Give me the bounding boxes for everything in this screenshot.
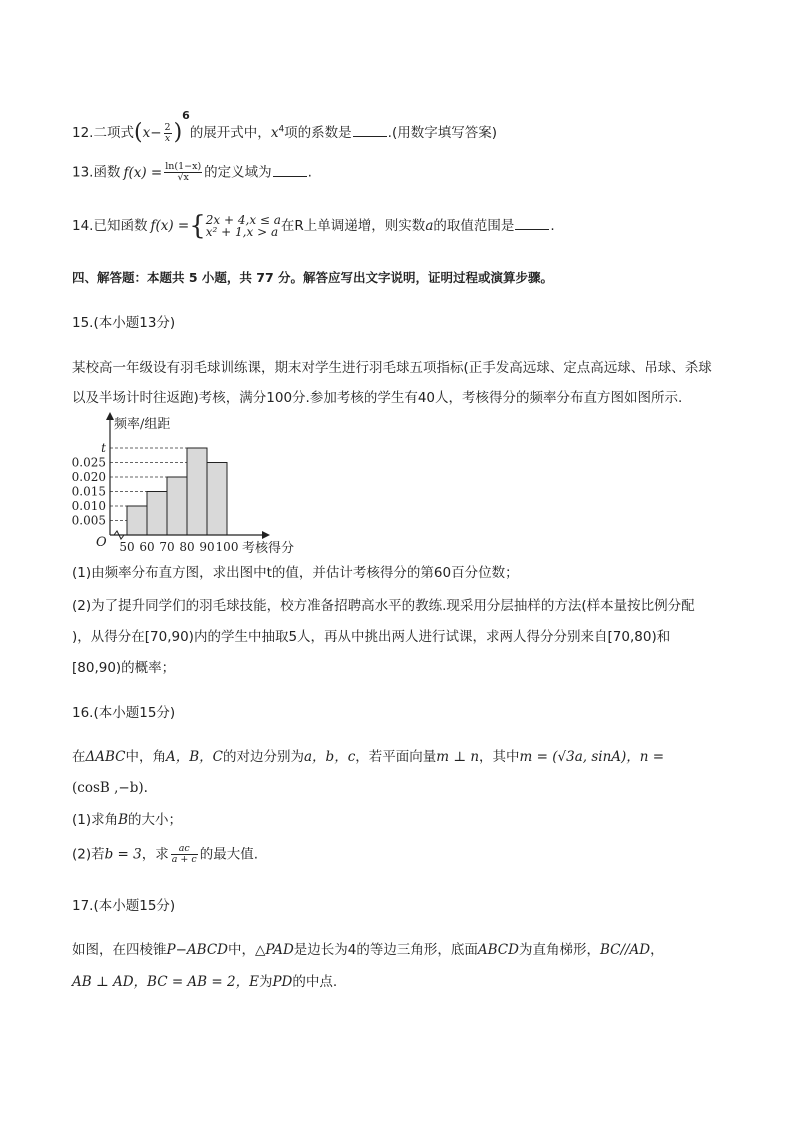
q16-vectors: m = (√3a, sinA)，n = (519, 749, 665, 765)
q16-fraction: $\frac{ac}{a + c}$ (171, 843, 197, 865)
x-tick-90: 90 (199, 540, 215, 554)
question-12: 12.二项式(x− $\frac{2}{x}$ )$^6$的展开式中，$x^4$项的系数是 .(用数字填写答案) (72, 109, 497, 145)
q15-para-1: 某校高一年级设有羽毛球训练课，期末对学生进行羽毛球五项指标(正手发高远球、定点高远球、吊球、杀球 (72, 360, 712, 376)
y-axis-label: 频率/组距 (114, 417, 171, 432)
q13-answer-blank[interactable] (273, 164, 307, 177)
q13-fraction: $\frac{\ln(1-x)}{√x}$ (165, 161, 202, 183)
y-tick-3: 0.020 (71, 470, 106, 484)
q14-answer-blank[interactable] (515, 217, 549, 230)
x-tick-100: 100 (215, 540, 239, 554)
q12-answer-blank[interactable] (353, 124, 387, 137)
q12-number: 12. (72, 125, 94, 141)
q16-vector-relation: m ⊥ n (436, 749, 480, 765)
question-13: 13.函数 f(x) = $\frac{\ln(1-x)}{√x}$ 的定义域为 . (72, 161, 312, 183)
bar-90 (207, 463, 227, 536)
q17-header: 17.(本小题15分) (72, 898, 176, 914)
y-tick-4: 0.025 (71, 455, 106, 470)
bar-70 (167, 477, 187, 535)
x-axis-arrow (262, 531, 270, 539)
q15-header: 15.(本小题13分) (72, 315, 176, 331)
origin-label: O (96, 535, 107, 550)
bar-60 (147, 492, 167, 536)
q17-line-1: 如图，在四棱锥P−ABCD中，△PAD是边长为4的等边三角形，底面ABCD为直角梯形，BC//AD， (72, 942, 664, 958)
q15-part-1: (1)由频率分布直方图，求出图中t的值，并估计考核得分的第60百分位数； (72, 565, 519, 581)
q15-part-2-c: [80,90)的概率； (72, 660, 176, 676)
q17-line-2: AB ⊥ AD，BC = AB = 2，E为PD的中点. (72, 974, 338, 990)
x-tick-50: 50 (119, 540, 135, 554)
q14-function: f(x) = (150, 218, 190, 234)
q15-para-2: 以及半场计时往返跑)考核，满分100分.参加考核的学生有40人，考核得分的频率分布直方图如图所示. (72, 390, 683, 406)
section-4-heading: 四、解答题：本题共 5 小题，共 77 分。解答应写出文字说明，证明过程或演算步骤。 (72, 270, 554, 285)
y-tick-5: t (101, 441, 106, 455)
y-tick-2: 0.015 (71, 484, 106, 499)
bar-50 (127, 506, 147, 535)
x-tick-60: 60 (139, 540, 155, 554)
x-axis-label: 考核得分 (242, 541, 295, 556)
frequency-histogram (66, 410, 306, 560)
question-14: 14.已知函数 f(x) ={ 2x + 4,x ≤ a x² + 1,x > a 在R上单调递增，则实数a的取值范围是 . (72, 211, 555, 241)
q16-line-2: (cosB ,−b). (72, 780, 148, 796)
q14-piecewise: 2x + 4,x ≤ a x² + 1,x > a (205, 213, 281, 239)
q15-part-2-b: )，从得分在[70,90)内的学生中抽取5人，再从中挑出两人进行试课，求两人得分分别来自[70,80)和 (72, 629, 671, 645)
x-tick-80: 80 (179, 540, 195, 554)
q12-prefix: 二项式 (93, 125, 134, 141)
y-axis-arrow (106, 412, 114, 420)
q16-part-1: (1)求角B的大小； (72, 812, 183, 828)
q16-part-2: (2)若b = 3，求 $\frac{ac}{a + c}$ 的最大值. (72, 843, 259, 865)
y-tick-0: 0.005 (71, 513, 106, 528)
q12-fraction: $\frac{2}{x}$ (164, 121, 171, 144)
x-tick-70: 70 (159, 540, 175, 554)
q12-exponent: 6 (182, 109, 190, 122)
q16-header: 16.(本小题15分) (72, 705, 176, 721)
bar-80 (187, 448, 207, 535)
q13-function: f(x) = (123, 164, 163, 181)
q12-base-var: x (142, 125, 151, 141)
q15-part-2-a: (2)为了提升同学们的羽毛球技能，校方准备招聘高水平的教练.现采用分层抽样的方法(样本量按比例分配 (72, 598, 695, 614)
q16-line-1: 在ΔABC中，角A，B，C的对边分别为a，b，c，若平面向量m ⊥ n，其中m = (√3a, sinA)，n = (72, 749, 665, 765)
y-tick-1: 0.010 (71, 499, 106, 513)
